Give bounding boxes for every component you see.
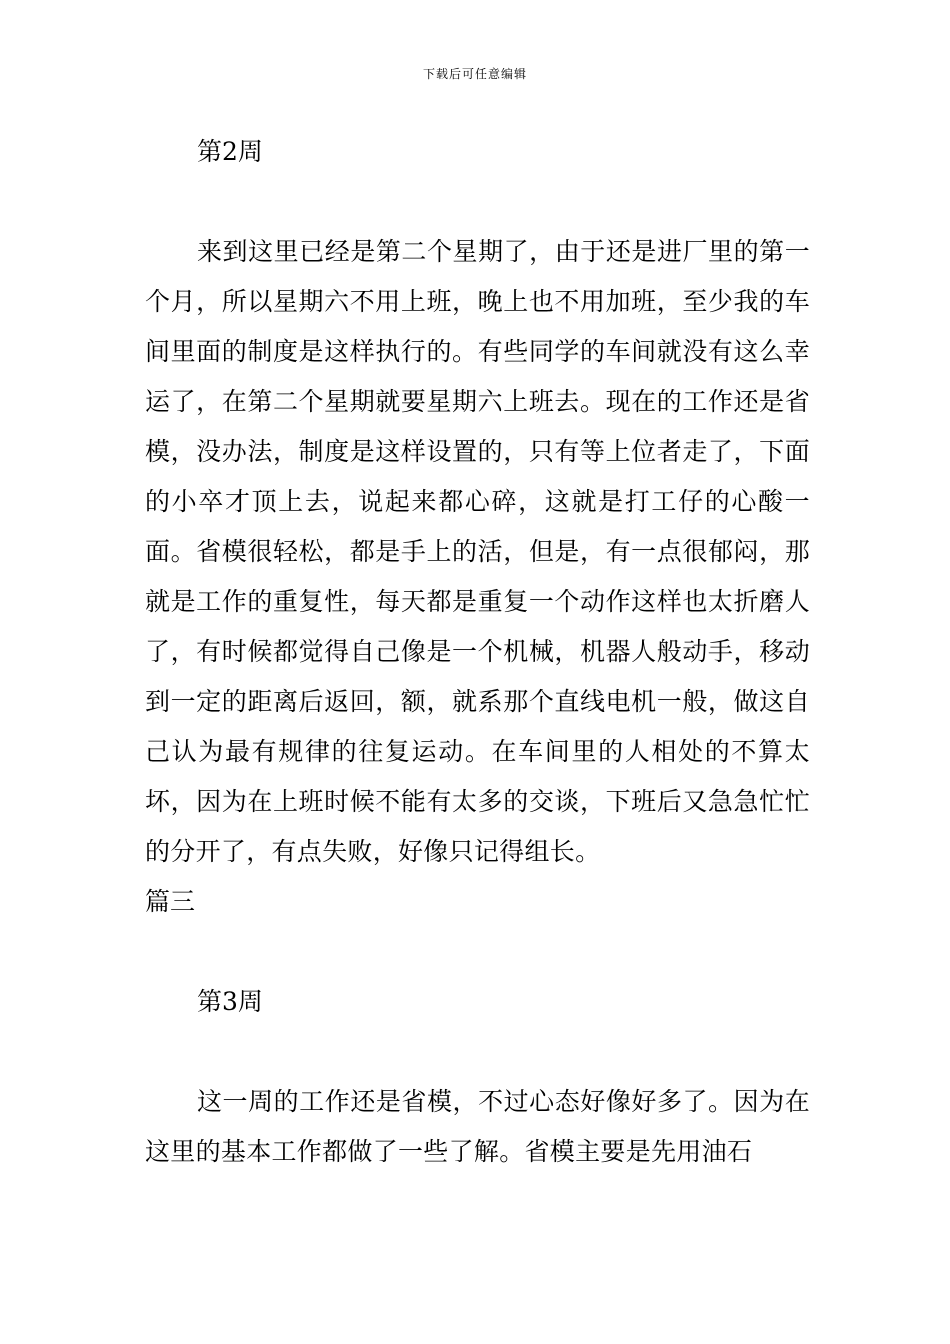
blank-line xyxy=(145,927,810,977)
week-3-paragraph: 这一周的工作还是省模，不过心态好像好多了。因为在这里的基本工作都做了一些了解。省模主要是先用油石 xyxy=(145,1087,810,1166)
blank-line xyxy=(145,1027,810,1077)
week-2-title: 第2周 xyxy=(197,137,263,166)
blank-line xyxy=(145,177,810,227)
week-3-title: 第3周 xyxy=(197,987,263,1016)
document-body xyxy=(145,127,810,1177)
page-header: 下载后可任意编辑 xyxy=(422,67,527,81)
section-3-heading: 篇三 xyxy=(145,887,196,916)
week-2-paragraph: 来到这里已经是第二个星期了，由于还是进厂里的第一个月，所以星期六不用上班，晚上也不用加班，至少我的车间里面的制度是这样执行的。有些同学的车间就没有这么幸运了，在第二个星期就要星期六上班去。现在的工作还是省模，没办法，制度是这样设置的，只有等上位者走了，下面的小卒才顶上去，说起来都心碎，这就是打工仔的心酸一面。省模很轻松，都是手上的活，但是，有一点很郁闷，那就是工作的重复性，每天都是重复一个动作这样也太折磨人了，有时候都觉得自己像是一个机械，机器人般动手，移动到一定的距离后返回，额，就系那个直线电机一般，做这自己认为最有规律的往复运动。在车间里的人相处的不算太坏，因为在上班时候不能有太多的交谈，下班后又急急忙忙的分开了，有点失败，好像只记得组长。 xyxy=(145,237,810,866)
